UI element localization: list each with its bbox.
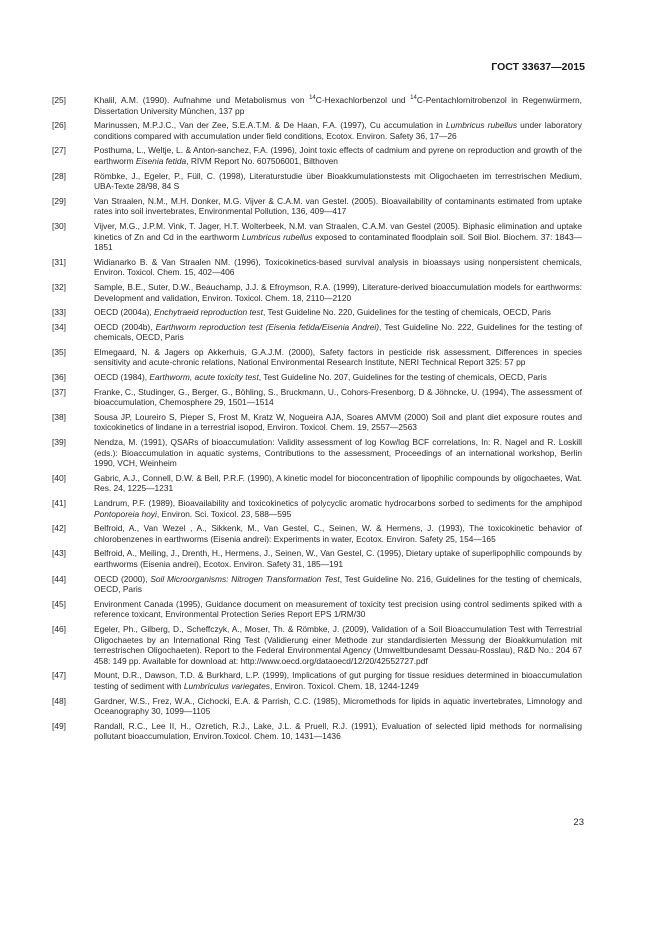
text-run: , Test Guideline No. 220, Guidelines for the testing of chemicals, OECD, Paris <box>262 307 551 318</box>
reference-number: [31] <box>52 256 66 267</box>
text-run: Egeler, Ph., Gilberg, D., Scheffczyk, A., Moser, Th. & Römbke, J. (2009), Validation of a Soil Bioaccumulation Test with Terrestrial Oligochaetes by an International Ring Test (Validierung einer Methode zur standardisierten Messung der Bioakkumulation mit terrestrischen Oligochaeten). Report to the Federal Environmental Agency (Umweltbundesamt Dessau-Rosslau), R&D No.: 204 67 458: 149 pp. Available for download at: http://www.oecd.org/dataoecd/12/20/42552727.pdf <box>94 623 582 666</box>
reference-number: [30] <box>52 220 66 231</box>
reference-item <box>52 282 582 303</box>
reference-text <box>94 322 582 343</box>
italic-text: Lumbricus rubellus <box>241 231 313 242</box>
text-run: Randall, R.C., Lee II, H., Ozretich, R.J., Lake, J.L. & Pruell, R.J. (1991), Evaluation of selected lipid methods for normalising pollutant bioaccumulation, Environ.Toxicol. Chem. 10, 1431—1436 <box>94 720 582 742</box>
reference-number: [36] <box>52 372 66 383</box>
reference-text <box>94 196 582 217</box>
reference-number: [39] <box>52 437 66 448</box>
text-run: Nendza, M. (1991), QSARs of bioaccumulation: Validity assessment of log Kow/log BCF correlations, In: R. Nagel and R. Loskill (eds.): Bioaccumulation in aquatic systems, Contributions to the assessment, Proceedings of an international workshop, Berlin 1990, VCH, Weinheim <box>94 437 582 469</box>
page-number: 23 <box>573 817 584 828</box>
reference-text <box>94 412 582 433</box>
text-run: Marinussen, M.P.J.C., Van der Zee, S.E.A.T.M. & De Haan, F.A. (1997), Cu accumulation in <box>94 120 446 131</box>
text-run: Posthuma, L., Weltje, L. & Anton-sanchez, F.A. (1996), Joint toxic effects of cadmium and pyrene on reproduction and growth of the earthworm <box>94 145 582 166</box>
reference-text <box>94 372 582 383</box>
text-run: Belfroid, A., Meiling, J., Drenth, H., Hermens, J., Seinen, W., Van Gestel, C. (1995), Dietary uptake of superlipophilic compounds by earthworms (Eisenia andrei), Ecotox. Environ. Safety 31, 185—191 <box>94 548 582 569</box>
text-run: C-Hexachlorbenzol und <box>315 95 411 105</box>
superscript: 14 <box>309 95 316 102</box>
reference-item <box>52 473 582 494</box>
reference-number: [32] <box>52 281 66 292</box>
italic-text: Soil Microorganisms: Nitrogen Transformation Test <box>150 573 340 584</box>
reference-number: [25] <box>52 95 66 105</box>
reference-text <box>94 523 582 544</box>
reference-item <box>52 574 582 595</box>
text-run: under laboratory conditions compared with accumulation under field conditions, Ecotox. Environ. Safety 36, 17—26 <box>94 120 582 141</box>
reference-number: [38] <box>52 411 66 422</box>
reference-item <box>52 257 582 278</box>
reference-text <box>94 120 582 141</box>
reference-number: [26] <box>52 120 66 131</box>
text-run: , Test Guideline No. 207, Guidelines for the testing of chemicals, OECD, Paris <box>258 372 547 383</box>
text-run: OECD (2000), <box>94 573 151 584</box>
reference-item <box>52 171 582 192</box>
superscript: 14 <box>410 95 417 102</box>
italic-text: Lumbriculus variegates <box>183 680 270 691</box>
text-run: Franke, C., Studinger, G., Berger, G., Böhling, S., Bruckmann, U., Cohors-Fresenborg, D & Jöhncke, U. (1994), The assessment of bioaccumulation, Chemosphere 29, 1501—1514 <box>94 386 582 408</box>
reference-number: [33] <box>52 307 66 318</box>
reference-number: [45] <box>52 598 66 609</box>
italic-text: Earthworm, acute toxicity test <box>149 372 259 383</box>
reference-number: [29] <box>52 195 66 206</box>
reference-text <box>94 498 582 519</box>
reference-item <box>52 145 582 166</box>
text-run: Sousa JP, Loureiro S, Pieper S, Frost M, Kratz W, Nogueira AJA, Soares AMVM (2000) Soil and plant diet exposure routes and toxicokinetics of lindane in a terrestrial isopod, Environ. Toxicol. Chem. 19, 2557—2563 <box>94 411 582 433</box>
reference-list <box>52 95 582 746</box>
reference-item <box>52 548 582 569</box>
reference-item <box>52 120 582 141</box>
reference-item <box>52 196 582 217</box>
text-run: Elmegaard, N. & Jagers op Akkerhuis, G.A.J.M. (2000), Safety factors in pesticide risk assessment, Differences in species sensitivity and acute-chronic relations, National Environmental Research Institute, NERI Technical Report 325: 57 pp <box>94 346 582 368</box>
reference-text <box>94 145 582 166</box>
reference-item <box>52 721 582 742</box>
text-run: Mount, D.R., Dawson, T.D. & Burkhard, L.P. (1999), Implications of gut purging for tissue residues determined in bioaccumulation testing of sediment with <box>94 670 582 691</box>
reference-number: [43] <box>52 548 66 559</box>
text-run: , Environ. Sci. Toxicol. 23, 588—595 <box>156 508 292 519</box>
reference-item <box>52 624 582 666</box>
text-run: Römbke, J., Egeler, P., Füll, C. (1998), Literaturstudie über Bioakkumulationstests mit Oligochaeten im terrestrischen Medium, UBA-Texte 28/98, 84 S <box>94 170 582 192</box>
reference-item <box>52 437 582 469</box>
reference-item <box>52 347 582 368</box>
reference-number: [49] <box>52 720 66 731</box>
reference-item <box>52 387 582 408</box>
text-run: Widianarko B. & Van Straalen NM. (1996), Toxicokinetics-based survival analysis in bioassays using nonpersistent chemicals, Environ. Toxicol. Chem. 15, 402—406 <box>94 256 582 278</box>
text-run: Vijver, M.G., J.P.M. Vink, T. Jager, H.T. Wolterbeek, N.M. van Straalen, C.A.M. van Gestel (2005). Biphasic elimination and uptake kinetics of Zn and Cd in the earthworm <box>94 220 582 242</box>
reference-number: [47] <box>52 670 66 681</box>
text-run: Environment Canada (1995), Guidance document on measurement of toxicity test precision using control sediments spiked with a reference toxicant, Environmental Protection Series Report EPS 1/RM/30 <box>94 598 582 620</box>
reference-text <box>94 437 582 469</box>
reference-text <box>94 670 582 691</box>
text-run: Landrum, P.F. (1989), Bioavailability and toxicokinetics of polycyclic aromatic hydrocarbons sorbed to sediments for the amphipod <box>94 498 582 508</box>
reference-number: [48] <box>52 695 66 706</box>
reference-item <box>52 599 582 620</box>
reference-number: [27] <box>52 145 66 156</box>
text-run: OECD (2004b), <box>94 321 156 332</box>
reference-text <box>94 387 582 408</box>
reference-item <box>52 221 582 253</box>
reference-number: [37] <box>52 386 66 397</box>
text-run: OECD (1984), <box>94 372 150 383</box>
reference-item <box>52 95 582 116</box>
reference-item <box>52 412 582 433</box>
text-run: Belfroid, A., Van Wezel , A., Sikkenk, M., Van Gestel, C., Seinen, W. & Hermens, J. (1993), The toxicokinetic behavior of chlorobenzenes in earthworms (Eisenia andrei): Experiments in water, Ecotox. Environ. Safety 25, 154—165 <box>94 523 582 544</box>
text-run: , Test Guideline No. 216, Guidelines for the testing of chemicals, OECD, Paris <box>94 573 583 595</box>
reference-item <box>52 670 582 691</box>
text-run: Sample, B.E., Suter, D.W., Beauchamp, J.J. & Efroymson, R.A. (1999), Literature-derived bioaccumulation models for earthworms: Development and validation, Environ. Toxicol. Chem. 18, 2110—2120 <box>94 281 582 303</box>
reference-item <box>52 322 582 343</box>
reference-item <box>52 696 582 717</box>
italic-text: Earthworm reproduction test (Eisenia fetida/Eisenia Andrei) <box>155 321 380 332</box>
reference-text <box>94 599 582 620</box>
italic-text: Eisenia fetida <box>135 155 187 166</box>
text-run: , Test Guideline No. 222, Guidelines for the testing of chemicals, OECD, Paris <box>94 321 583 343</box>
reference-text <box>94 347 582 368</box>
text-run: exposed to contaminated floodplain soil. Soil Biol. Biochem. 37: 1843—1851 <box>94 231 583 253</box>
reference-number: [42] <box>52 523 66 534</box>
italic-text: Pontoporeia hoyi <box>94 508 157 519</box>
reference-text <box>94 95 582 116</box>
reference-item <box>52 307 582 318</box>
reference-text <box>94 473 582 494</box>
reference-number: [40] <box>52 472 66 483</box>
reference-text <box>94 624 582 666</box>
text-run: Gardner, W.S., Frez, W.A., Cichocki, E.A. & Parrish, C.C. (1985), Micromethods for lipids in aquatic invertebrates, Limnology and Oceanography 30, 1099—1105 <box>94 695 582 717</box>
reference-text <box>94 574 582 595</box>
reference-text <box>94 171 582 192</box>
reference-number: [41] <box>52 498 66 508</box>
italic-text: Enchytraeid reproduction test <box>154 307 263 318</box>
reference-text <box>94 721 582 742</box>
reference-item <box>52 372 582 383</box>
italic-text: Lumbricus rubellus <box>445 120 518 131</box>
text-run: Khalil, A.M. (1990). Aufnahme und Metabolismus von <box>94 95 310 105</box>
text-run: Gabric, A.J., Connell, D.W. & Bell, P.R.F. (1990), A kinetic model for bioconcentration of lipophilic compounds by oligochaetes, Wat. Res. 24, 1225—1231 <box>94 472 582 494</box>
text-run: , Environ. Toxicol. Chem. 18, 1244-1249 <box>269 680 419 691</box>
reference-text <box>94 282 582 303</box>
reference-number: [44] <box>52 573 66 584</box>
reference-text <box>94 307 582 318</box>
text-run: C-Pentachlornitrobenzol in Regenwürmern, Dissertation University München, 137 pp <box>94 95 582 116</box>
reference-number: [35] <box>52 346 66 357</box>
reference-item <box>52 498 582 519</box>
text-run: OECD (2004a), <box>94 307 155 318</box>
reference-number: [34] <box>52 321 66 332</box>
reference-text <box>94 257 582 278</box>
reference-number: [28] <box>52 170 66 181</box>
text-run: , RIVM Report No. 607506001, Bilthoven <box>186 155 338 166</box>
reference-number: [46] <box>52 623 66 634</box>
reference-text <box>94 696 582 717</box>
standard-designation: ГОСТ 33637—2015 <box>491 61 585 73</box>
reference-text <box>94 548 582 569</box>
reference-item <box>52 523 582 544</box>
text-run: Van Straalen, N.M., M.H. Donker, M.G. Vijver & C.A.M. van Gestel. (2005). Bioavailability of contaminants estimated from uptake rates into soil invertebrates, Environmental Pollution, 136, 409—417 <box>94 195 582 217</box>
reference-text <box>94 221 582 253</box>
